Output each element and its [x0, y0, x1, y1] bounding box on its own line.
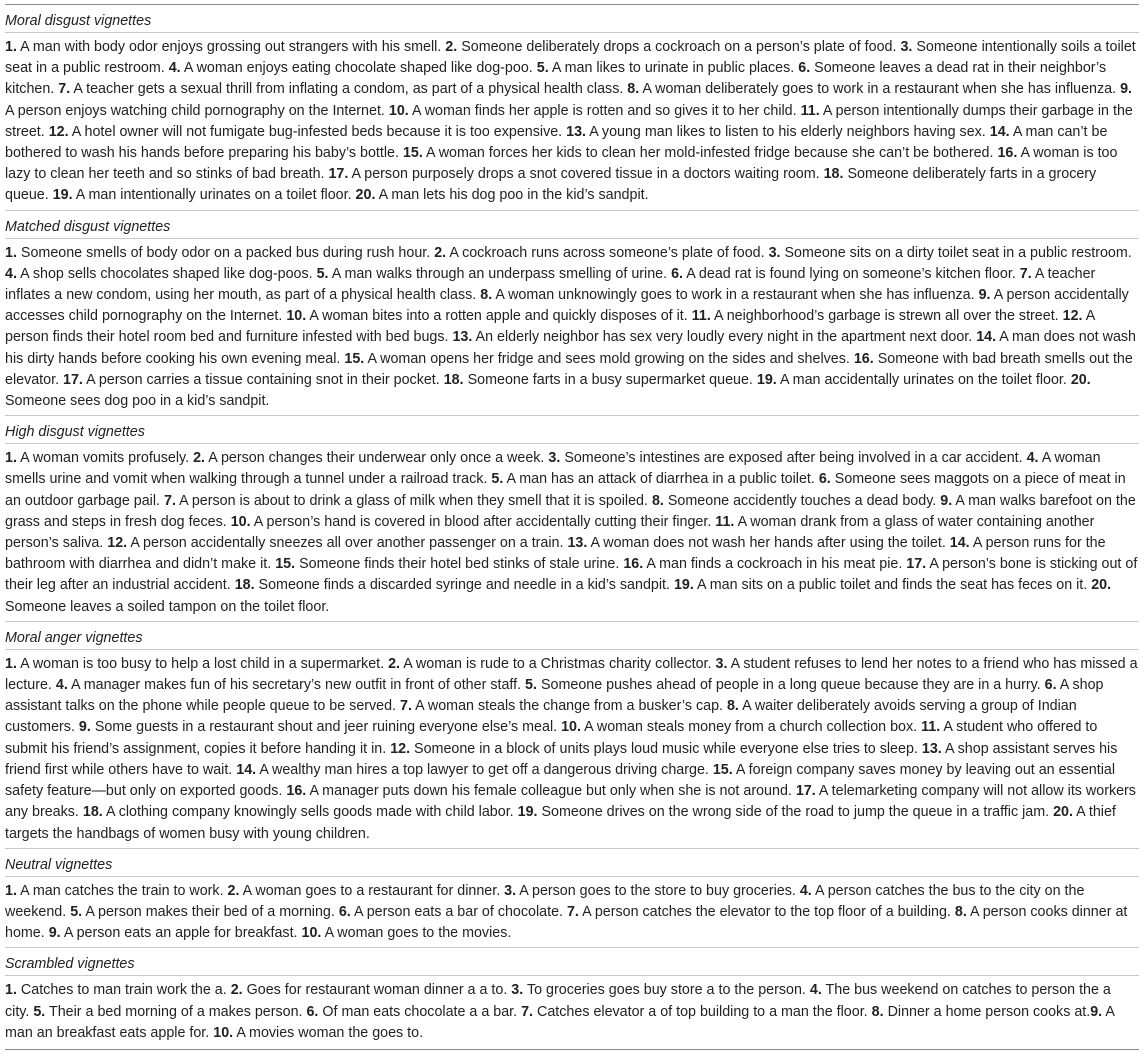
section-text [5, 33, 1139, 211]
vignette-number: 7. [164, 492, 176, 509]
vignette-number: 16. [623, 556, 644, 573]
vignette-text: A man finds a cockroach in his meat pie. [646, 556, 903, 573]
vignette-text: A hotel owner will not fumigate bug-infested beds because it is too expensive. [71, 123, 563, 140]
vignette-text: A dead rat is found lying on someone’s kitchen floor. [686, 265, 1016, 282]
vignette-number: 17. [328, 166, 349, 183]
vignette-number: 5. [33, 1003, 46, 1020]
vignette-text: A woman bites into a rotten apple and quickly disposes of it. [309, 308, 688, 325]
section-text [5, 444, 1139, 622]
vignette-text: A person purposely drops a snot covered tissue in a doctors waiting room. [351, 166, 820, 183]
vignette-text: A person’s hand is covered in blood after accidentally cutting their finger. [253, 513, 712, 530]
vignette-text: A woman is too busy to help a lost child in a supermarket. [20, 655, 385, 672]
vignette-number: 8. [954, 903, 967, 920]
vignette-text: A student refuses to lend her notes to a friend who has missed a lecture. [5, 655, 1138, 694]
vignette-number: 13. [566, 123, 587, 140]
vignette-number: 7. [400, 698, 412, 715]
vignette-text: A person accidentally accesses child pornography on the Internet. [5, 287, 1129, 325]
vignette-number: 6. [1044, 677, 1057, 694]
vignette-number: 18. [234, 577, 255, 594]
vignette-number: 3. [511, 982, 524, 999]
vignette-text: A woman goes to a restaurant for dinner. [242, 882, 501, 899]
vignette-text: Someone accidently touches a dead body. [667, 492, 937, 509]
vignette-table [5, 5, 1139, 1047]
vignette-text: A woman vomits profusely. [20, 450, 190, 467]
vignette-text: Someone leaves a dead rat in their neighbor’s kitchen. [5, 60, 1107, 98]
vignette-number: 8. [651, 492, 664, 509]
vignette-text: A man likes to urinate in public places. [551, 60, 795, 77]
vignette-text: A shop assistant serves his friend first while others have to wait. [5, 740, 1118, 778]
vignette-text: Someone leaves a soiled tampon on the toilet floor. [5, 598, 330, 615]
vignette-text: A man has an attack of diarrhea in a public toilet. [506, 471, 815, 488]
vignette-number: 15. [344, 350, 365, 367]
vignette-text: A person cooks dinner at home. [5, 903, 1128, 942]
vignette-text: A person is about to drink a glass of milk when they smell that it is spoiled. [179, 492, 648, 509]
vignette-number: 10. [561, 719, 581, 736]
vignette-text: A telemarketing company will not allow its workers any breaks. [5, 783, 1136, 821]
section-title: Moral disgust vignettes [5, 5, 1139, 33]
vignette-number: 4. [168, 60, 181, 77]
vignette-text: Someone farts in a busy supermarket queue. [467, 371, 753, 388]
section-title: Matched disgust vignettes [5, 211, 1139, 239]
vignette-text: A teacher gets a sexual thrill from inflating a condom, as part of a physical health class. [73, 81, 624, 98]
vignette-number: 6. [338, 903, 351, 920]
vignette-number: 1. [5, 244, 17, 261]
vignette-number: 6. [671, 265, 684, 282]
vignette-text: A thief targets the handbags of women busy with young children. [5, 804, 1116, 842]
vignette-number: 5. [536, 60, 549, 77]
vignette-section [5, 622, 1139, 849]
vignette-number: 10. [230, 513, 251, 530]
section-text [5, 976, 1139, 1047]
vignette-number: 2. [445, 39, 458, 55]
vignette-number: 19. [52, 187, 73, 204]
vignette-text: Someone with bad breath smells out the elevator. [5, 350, 1133, 388]
vignette-text: Someone deliberately farts in a grocery queue. [5, 166, 1097, 204]
vignette-number: 14. [989, 123, 1010, 140]
vignette-number: 3. [548, 450, 561, 467]
vignette-number: 11. [921, 719, 941, 736]
vignette-number: 16. [853, 350, 874, 367]
vignette-text: A waiter deliberately avoids serving a group of Indian customers. [5, 698, 1077, 736]
vignette-text: Someone pushes ahead of people in a long queue because they are in a hurry. [540, 677, 1041, 694]
vignette-number: 1. [5, 882, 17, 899]
vignette-text: A person catches the elevator to the top floor of a building. [582, 903, 951, 920]
vignette-number: 7. [58, 81, 71, 98]
vignette-number: 20. [1053, 804, 1073, 821]
vignette-number: 2. [227, 882, 240, 899]
vignette-number: 3. [504, 882, 517, 899]
vignette-text: A woman is too lazy to clean her teeth and so stinks of bad breath. [5, 145, 1118, 183]
vignette-number: 20. [355, 187, 376, 204]
vignette-text: A manager puts down his female colleague but only when she is not around. [309, 783, 792, 800]
vignette-text: A manager makes fun of his secretary’s new outfit in front of other staff. [71, 677, 522, 694]
vignette-text: A person makes their bed of a morning. [85, 903, 335, 920]
section-title: High disgust vignettes [5, 416, 1139, 444]
vignette-text: A woman finds her apple is rotten and so gives it to her child. [411, 102, 797, 119]
vignette-section [5, 849, 1139, 949]
vignette-text: A person goes to the store to buy groceries. [519, 882, 796, 899]
section-title: Neutral vignettes [5, 849, 1139, 877]
vignette-number: 4. [1026, 450, 1039, 467]
vignette-number: 7. [566, 903, 579, 920]
vignette-number: 16. [286, 783, 307, 800]
vignette-text: A clothing company knowingly sells goods made with child labor. [105, 804, 514, 821]
vignette-text: A man can’t be bothered to wash his hands before preparing his baby’s bottle. [5, 123, 1108, 162]
vignette-text: A neighborhood’s garbage is strewn all over the street. [713, 308, 1059, 325]
vignette-text: A woman unknowingly goes to work in a restaurant when she has influenza. [495, 287, 975, 304]
vignette-section [5, 416, 1139, 622]
vignette-number: 7. [521, 1003, 534, 1020]
vignette-text: A man lets his dog poo in the kid’s sandpit. [378, 187, 649, 204]
vignette-number: 9. [78, 719, 91, 736]
vignette-number: 14. [949, 535, 970, 552]
vignette-text: A person catches the bus to the city on the weekend. [5, 882, 1085, 920]
vignette-text: A man does not wash his dirty hands before cooking his own evening meal. [5, 329, 1136, 367]
vignette-text: A woman opens her fridge and sees mold growing on the sides and shelves. [367, 350, 850, 367]
vignette-text: A person’s bone is sticking out of their leg after an industrial accident. [5, 556, 1138, 594]
vignette-number: 17. [63, 371, 83, 388]
vignette-number: 8. [627, 81, 640, 98]
vignette-number: 14. [976, 329, 997, 346]
vignette-number: 3. [768, 244, 781, 261]
vignette-text: A man accidentally urinates on the toilet floor. [779, 371, 1067, 388]
vignette-text: Someone finds their hotel bed stinks of stale urine. [299, 556, 620, 573]
vignette-text: A cockroach runs across someone’s plate of food. [449, 244, 765, 261]
vignette-number: 11. [800, 102, 820, 119]
vignette-text: The bus weekend on catches to person the a city. [5, 982, 1111, 1020]
vignette-text: A woman does not wash her hands after using the toilet. [590, 535, 946, 552]
vignette-text: A woman enjoys eating chocolate shaped like dog-poo. [183, 60, 533, 77]
section-text [5, 650, 1139, 849]
vignette-number: 13. [452, 329, 473, 346]
vignette-number: 9. [1090, 1003, 1103, 1020]
vignette-text: A person enjoys watching child pornography on the Internet. [5, 102, 385, 119]
vignette-text: A shop sells chocolates shaped like dog-poos. [20, 265, 313, 282]
vignette-number: 18. [823, 166, 844, 183]
vignette-number: 8. [726, 698, 739, 715]
vignette-text: A man walks through an underpass smelling of urine. [331, 265, 668, 282]
vignette-number: 16. [997, 145, 1018, 162]
vignette-text: A student who offered to submit his friend’s assignment, copies it before handing it in. [5, 719, 1098, 757]
vignette-section [5, 5, 1139, 211]
vignette-number: 19. [673, 577, 694, 594]
vignette-text: Of man eats chocolate a a bar. [322, 1003, 518, 1020]
vignette-text: Someone’s intestines are exposed after being involved in a car accident. [564, 450, 1023, 467]
vignette-number: 9. [48, 925, 61, 942]
vignette-number: 18. [82, 804, 103, 821]
vignette-number: 5. [70, 903, 83, 920]
vignette-text: A man catches the train to work. [20, 882, 224, 899]
vignette-number: 3. [900, 39, 913, 55]
vignette-text: A person carries a tissue containing snot in their pocket. [86, 371, 440, 388]
vignette-number: 6. [798, 60, 811, 77]
vignette-number: 17. [906, 556, 927, 573]
vignette-text: A woman smells urine and vomit when walking through a tunnel under a railroad track. [5, 450, 1101, 488]
vignette-number: 17. [795, 783, 816, 800]
vignette-text: A man sits on a public toilet and finds the seat has feces on it. [697, 577, 1088, 594]
vignette-text: Someone drives on the wrong side of the road to jump the queue in a traffic jam. [541, 804, 1050, 821]
vignette-number: 10. [388, 102, 409, 119]
vignette-text: A person eats an apple for breakfast. [63, 925, 298, 942]
vignette-number: 4. [799, 882, 812, 899]
vignette-text: Catches to man train work the a. [20, 982, 227, 999]
vignette-number: 15. [402, 145, 423, 162]
vignette-number: 10. [213, 1024, 234, 1041]
vignette-text: A foreign company saves money by leaving out an essential safety feature—but only on exported goods. [5, 761, 1116, 800]
vignette-section [5, 948, 1139, 1047]
vignette-text: Someone sees maggots on a piece of meat in an outdoor garbage pail. [5, 471, 1126, 509]
vignette-text: A person accidentally sneezes all over another passenger on a train. [130, 535, 564, 552]
vignette-number: 9. [978, 287, 991, 304]
vignette-number: 6. [818, 471, 831, 488]
vignette-text: A man intentionally urinates on a toilet floor. [75, 187, 352, 204]
vignette-number: 5. [316, 265, 329, 282]
vignette-text: A woman steals money from a church collection box. [584, 719, 918, 736]
vignette-section [5, 211, 1139, 417]
vignette-number: 9. [940, 492, 953, 509]
vignette-number: 12. [48, 123, 69, 140]
vignette-number: 8. [871, 1003, 884, 1020]
vignette-text: A young man likes to listen to his elderly neighbors having sex. [589, 123, 986, 140]
vignette-text: Goes for restaurant woman dinner a a to. [246, 982, 508, 999]
vignette-number: 20. [1091, 577, 1112, 594]
vignette-text: Someone sits on a dirty toilet seat in a public restroom. [784, 244, 1132, 261]
vignette-number: 2. [388, 655, 401, 672]
section-title: Moral anger vignettes [5, 622, 1139, 650]
vignette-text: A woman deliberately goes to work in a restaurant when she has influenza. [642, 81, 1117, 98]
vignette-number: 10. [301, 925, 322, 942]
vignette-number: 5. [525, 677, 537, 694]
vignette-text: A man walks barefoot on the grass and steps in fresh dog feces. [5, 492, 1136, 530]
vignette-text: Someone deliberately drops a cockroach on a person’s plate of food. [461, 39, 897, 55]
vignette-number: 11. [715, 513, 735, 530]
vignette-text: A man an breakfast eats apple for. [5, 1003, 1115, 1041]
vignette-number: 10. [286, 308, 307, 325]
vignette-text: Dinner a home person cooks at. [887, 1003, 1091, 1020]
vignette-number: 7. [1019, 265, 1032, 282]
vignette-number: 12. [107, 535, 128, 552]
vignette-number: 1. [5, 39, 17, 55]
vignette-text: Someone in a block of units plays loud music while everyone else tries to sleep. [414, 740, 918, 757]
vignette-text: A woman forces her kids to clean her mold-infested fridge because she can’t be bothered. [426, 145, 994, 162]
vignette-number: 1. [5, 655, 17, 672]
vignette-text: Someone intentionally soils a toilet seat in a public restroom. [5, 39, 1136, 77]
vignette-text: A woman drank from a glass of water containing another person’s saliva. [5, 513, 1095, 552]
bottom-rule [5, 1049, 1139, 1050]
vignette-number: 11. [691, 308, 711, 325]
vignette-number: 1. [5, 982, 17, 999]
vignette-text: Their a bed morning of a makes person. [49, 1003, 307, 1020]
vignette-number: 2. [193, 450, 206, 467]
vignette-text: A movies woman the goes to. [236, 1024, 424, 1041]
vignette-number: 5. [491, 471, 504, 488]
vignette-number: 8. [480, 287, 493, 304]
section-title: Scrambled vignettes [5, 948, 1139, 976]
vignette-number: 13. [567, 535, 588, 552]
section-text [5, 877, 1139, 949]
vignette-text: To groceries goes buy store a to the person. [526, 982, 806, 999]
vignette-text: A person changes their underwear only once a week. [208, 450, 545, 467]
vignette-text: A woman is rude to a Christmas charity collector. [403, 655, 712, 672]
vignette-text: A woman steals the change from a busker’s cap. [415, 698, 723, 715]
vignette-number: 19. [517, 804, 538, 821]
vignette-text: An elderly neighbor has sex very loudly every night in the apartment next door. [475, 329, 973, 346]
vignette-number: 2. [230, 982, 243, 999]
vignette-number: 9. [1120, 81, 1133, 98]
vignette-text: A person finds their hotel room bed and furniture infested with bed bugs. [5, 308, 1095, 346]
vignette-number: 2. [434, 244, 447, 261]
vignette-number: 14. [236, 761, 257, 778]
vignette-number: 4. [809, 982, 822, 999]
vignette-number: 12. [1062, 308, 1083, 325]
vignette-number: 4. [5, 265, 17, 282]
vignette-text: Some guests in a restaurant shout and jeer ruining everyone else’s meal. [94, 719, 558, 736]
section-text [5, 239, 1139, 417]
vignette-number: 19. [756, 371, 777, 388]
vignette-text: A shop assistant talks on the phone while people queue to be served. [5, 677, 1104, 715]
vignette-number: 18. [443, 371, 464, 388]
vignette-number: 12. [390, 740, 411, 757]
vignette-text: Someone sees dog poo in a kid’s sandpit. [5, 393, 270, 410]
vignette-text: A woman goes to the movies. [324, 925, 512, 942]
vignette-text: A teacher inflates a new condom, using her mouth, as part of a physical health class. [5, 265, 1096, 304]
vignette-number: 1. [5, 450, 17, 467]
vignette-text: A man with body odor enjoys grossing out strangers with his smell. [20, 39, 442, 55]
vignette-number: 15. [712, 761, 733, 778]
vignette-text: Someone smells of body odor on a packed bus during rush hour. [20, 244, 431, 261]
vignette-number: 4. [55, 677, 68, 694]
vignette-number: 13. [921, 740, 942, 757]
vignette-number: 3. [715, 655, 728, 672]
vignette-text: A person runs for the bathroom with diarrhea and didn’t make it. [5, 535, 1106, 573]
vignette-text: A wealthy man hires a top lawyer to get off a dangerous driving charge. [259, 761, 709, 778]
vignette-text: Catches elevator a of top building to a man the floor. [537, 1003, 868, 1020]
vignette-number: 15. [275, 556, 296, 573]
vignette-text: A person eats a bar of chocolate. [353, 903, 563, 920]
vignette-number: 6. [306, 1003, 319, 1020]
vignette-text: A person intentionally dumps their garbage in the street. [5, 102, 1133, 140]
vignette-text: Someone finds a discarded syringe and needle in a kid’s sandpit. [258, 577, 670, 594]
vignette-number: 20. [1070, 371, 1091, 388]
